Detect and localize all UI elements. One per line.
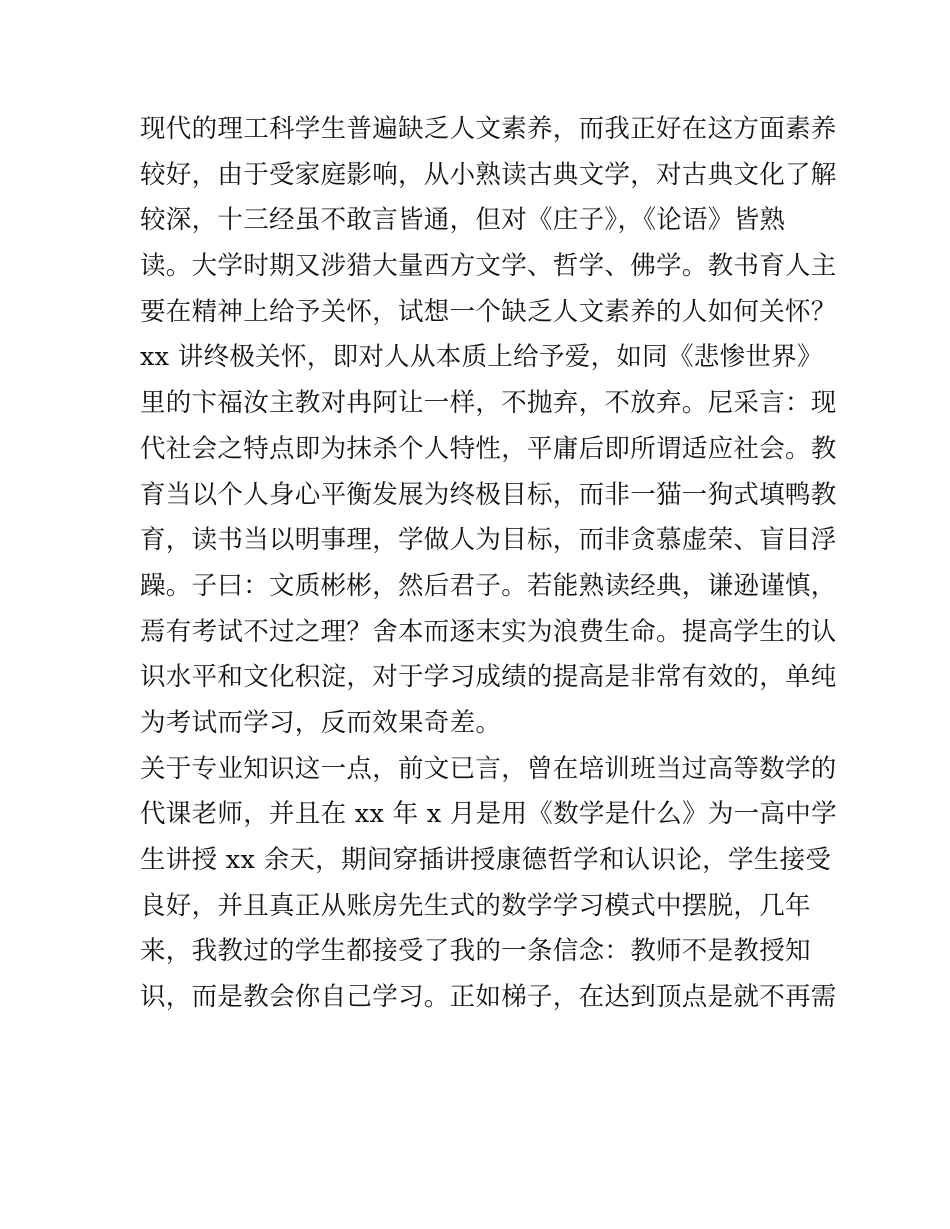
text-line: 焉有考试不过之理？舍本而逐末实为浪费生命。提高学生的认 <box>140 616 837 647</box>
text-line: 育，读书当以明事理，学做人为目标，而非贪慕虚荣、盲目浮 <box>140 525 837 556</box>
text-line: 良好，并且真正从账房先生式的数学学习模式中摆脱，几年 <box>140 890 811 921</box>
text-line: 来，我教过的学生都接受了我的一条信念：教师不是教授知 <box>140 936 811 967</box>
text-line: 现代的理工科学生普遍缺乏人文素养，而我正好在这方面素养 <box>140 114 837 144</box>
text-line: 躁。子曰：文质彬彬，然后君子。若能熟读经典，谦逊谨慎， <box>140 570 837 601</box>
text-line: xx 讲终极关怀，即对人从本质上给予爱，如同《悲惨世界》 <box>140 342 823 373</box>
text-line: 里的卞福汝主教对冉阿让一样，不抛弃，不放弃。尼采言：现 <box>140 388 837 419</box>
text-line: 识水平和文化积淀，对于学习成绩的提高是非常有效的，单纯 <box>140 662 837 693</box>
text-line: 识，而是教会你自己学习。正如梯子，在达到顶点是就不再需 <box>140 982 837 1013</box>
text-line: 要在精神上给予关怀，试想一个缺乏人文素养的人如何关怀？ <box>140 296 837 327</box>
text-line: 较深，十三经虽不敢言皆通，但对《庄子》，《论语》皆熟 <box>140 205 786 236</box>
body-text <box>140 107 837 1021</box>
text-line: 较好，由于受家庭影响，从小熟读古典文学，对古典文化了解 <box>140 159 837 190</box>
text-line: 代社会之特点即为抹杀个人特性，平庸后即所谓适应社会。教 <box>140 433 837 464</box>
text-line: 育当以个人身心平衡发展为终极目标，而非一猫一狗式填鸭教 <box>140 479 837 510</box>
text-line: 读。大学时期又涉猎大量西方文学、哲学、佛学。教书育人主 <box>140 251 837 282</box>
text-line: 代课老师，并且在 xx 年 x 月是用《数学是什么》为一高中学 <box>140 799 837 830</box>
text-line: 关于专业知识这一点，前文已言，曾在培训班当过高等数学的 <box>140 753 837 784</box>
text-line: 生讲授 xx 余天，期间穿插讲授康德哲学和认识论，学生接受 <box>140 845 832 875</box>
text-line: 为考试而学习，反而效果奇差。 <box>140 707 502 738</box>
